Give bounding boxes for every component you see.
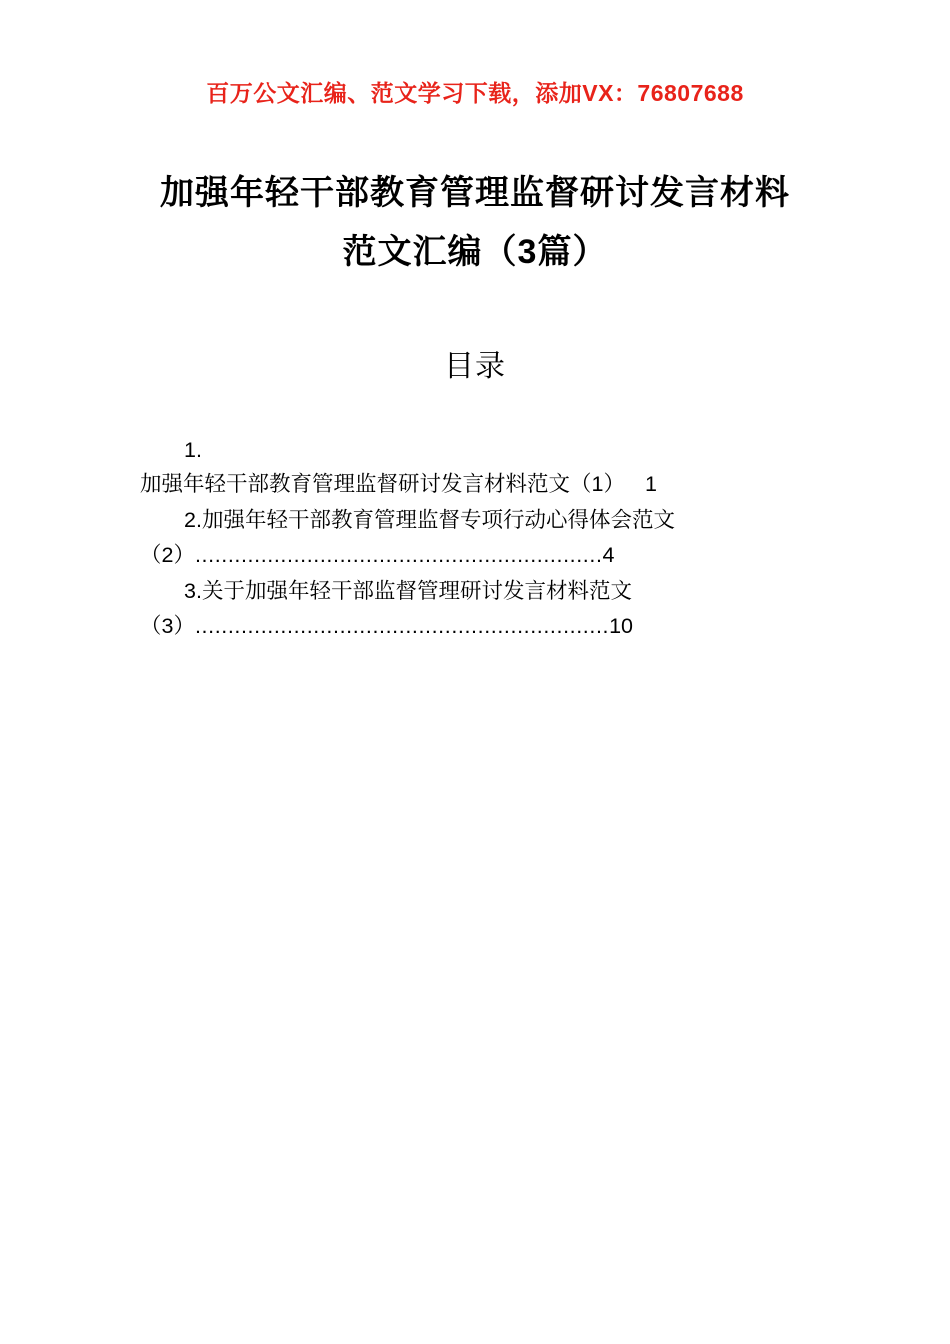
toc-entry[interactable] [140, 433, 810, 503]
toc-entry[interactable] [140, 574, 810, 644]
page-title-line-2: 范文汇编（3篇） [342, 233, 608, 272]
toc-entry-text: 关于加强年轻干部监督管理研讨发言材料范文（3） [140, 578, 632, 638]
toc-leader-dots: .............................................................. [194, 543, 603, 568]
toc-list [140, 433, 810, 644]
toc-entry-page: 10 [609, 613, 634, 638]
toc-heading: 目录 [444, 349, 506, 383]
promo-banner: 百万公文汇编、范文学习下载，添加VX：76807688 [206, 80, 744, 106]
toc-leader-dots: ............................................................... [194, 613, 610, 638]
toc-entry-page: 4 [602, 543, 615, 568]
page-title [140, 164, 810, 283]
toc-entry-number: 1. [184, 437, 202, 462]
toc-entry-text: 加强年轻干部教育管理监督专项行动心得体会范文（2） [140, 508, 675, 568]
page-title-line-1: 加强年轻干部教育管理监督研讨发言材料 [160, 173, 790, 212]
toc-entry-page: 1 [644, 472, 657, 497]
toc-entry-number: 2. [184, 508, 202, 533]
toc-entry-text: 加强年轻干部教育管理监督研讨发言材料范文（1） [140, 472, 625, 497]
toc-entry[interactable] [140, 503, 810, 573]
toc-entry-number: 3. [184, 578, 202, 603]
